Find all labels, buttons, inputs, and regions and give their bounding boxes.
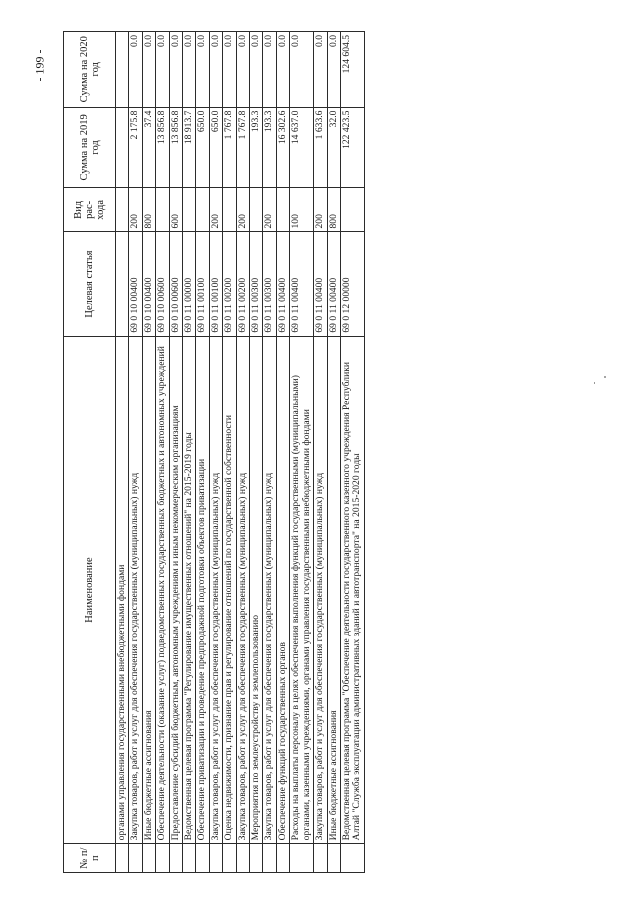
cell-kind: 200 (129, 188, 142, 232)
cell-target: 69 0 11 00300 (250, 232, 263, 336)
cell-num (276, 844, 289, 873)
cell-kind (196, 188, 209, 232)
cell-sum-2019: 122 423.5 (340, 107, 364, 188)
page-number: - 199 - (32, 49, 47, 82)
cell-sum-2020: 0.0 (129, 32, 142, 108)
table-row (196, 32, 209, 873)
cell-num (290, 844, 314, 873)
cell-target: 69 0 11 00300 (263, 232, 276, 336)
cell-name: Мероприятия по землеустройству и землепользованию (250, 336, 263, 844)
cell-sum-2020: 0.0 (263, 32, 276, 108)
cell-kind: 200 (209, 188, 222, 232)
cell-kind (116, 188, 129, 232)
cell-kind: 100 (290, 188, 314, 232)
budget-table (63, 31, 365, 873)
cell-name: Расходы на выплаты персоналу в целях обеспечения выполнения функций государственными (муниципальными) органами, казенными учреждениями, органами управления государственными внебюджетными фондами (290, 336, 314, 844)
cell-sum-2020: 0.0 (314, 32, 327, 108)
table-row (223, 32, 236, 873)
cell-num (327, 844, 340, 873)
table-row (129, 32, 142, 873)
table-row (276, 32, 289, 873)
cell-num (340, 844, 364, 873)
cell-num (142, 844, 155, 873)
cell-sum-2020: 0.0 (183, 32, 196, 108)
cell-kind: 800 (327, 188, 340, 232)
cell-sum-2019: 2 175.8 (129, 107, 142, 188)
cell-kind (276, 188, 289, 232)
cell-sum-2020: 0.0 (327, 32, 340, 108)
table-row (209, 32, 222, 873)
cell-name: Закупка товаров, работ и услуг для обеспечения государственных (муниципальных) нужд (314, 336, 327, 844)
cell-name: Закупка товаров, работ и услуг для обеспечения государственных (муниципальных) нужд (209, 336, 222, 844)
cell-name: Иные бюджетные ассигнования (327, 336, 340, 844)
cell-num (223, 844, 236, 873)
budget-table-sheet (63, 31, 577, 873)
header-kind: Вид рас-хода (64, 188, 116, 232)
cell-target: 69 0 12 00000 (340, 232, 364, 336)
cell-kind: 200 (314, 188, 327, 232)
cell-name: Обеспечение приватизации и проведение предпродажной подготовки объектов приватизации (196, 336, 209, 844)
cell-num (314, 844, 327, 873)
cell-name: Обеспечение функций государственных органов (276, 336, 289, 844)
cell-sum-2020 (116, 32, 129, 108)
cell-sum-2019: 13 856.8 (156, 107, 169, 188)
cell-num (129, 844, 142, 873)
cell-sum-2019: 1 633.6 (314, 107, 327, 188)
cell-sum-2020: 124 604.5 (340, 32, 364, 108)
cell-target (116, 232, 129, 336)
table-row (236, 32, 249, 873)
cell-num (169, 844, 182, 873)
cell-num (183, 844, 196, 873)
cell-name: Закупка товаров, работ и услуг для обеспечения государственных (муниципальных) нужд (129, 336, 142, 844)
cell-sum-2019: 650.0 (196, 107, 209, 188)
cell-sum-2020: 0.0 (223, 32, 236, 108)
table-row (340, 32, 364, 873)
table-row (290, 32, 314, 873)
cell-sum-2019: 650.0 (209, 107, 222, 188)
cell-sum-2020: 0.0 (236, 32, 249, 108)
cell-target: 69 0 11 00100 (209, 232, 222, 336)
cell-num (196, 844, 209, 873)
table-row (183, 32, 196, 873)
header-num: № п/п (64, 844, 116, 873)
cell-target: 69 0 10 00600 (169, 232, 182, 336)
table-row (156, 32, 169, 873)
cell-num (209, 844, 222, 873)
cell-name: Ведомственная целевая программа "Регулирование имущественных отношений" на 2015-2019 годы (183, 336, 196, 844)
cell-target: 69 0 10 00400 (142, 232, 155, 336)
cell-num (156, 844, 169, 873)
cell-sum-2019: 13 856.8 (169, 107, 182, 188)
scan-speck (594, 382, 595, 384)
cell-name: Предоставление субсидий бюджетным, автономным учреждениям и иным некоммерческим организациям (169, 336, 182, 844)
cell-kind: 800 (142, 188, 155, 232)
cell-target: 69 0 10 00600 (156, 232, 169, 336)
cell-kind: 200 (236, 188, 249, 232)
cell-num (116, 844, 129, 873)
cell-name: Иные бюджетные ассигнования (142, 336, 155, 844)
cell-kind (156, 188, 169, 232)
cell-sum-2020: 0.0 (276, 32, 289, 108)
cell-sum-2020: 0.0 (196, 32, 209, 108)
cell-sum-2020: 0.0 (290, 32, 314, 108)
header-target: Целевая статья (64, 232, 116, 336)
cell-name: Обеспечение деятельности (оказание услуг) подведомственных государственных бюджетных и автономных учреждений (156, 336, 169, 844)
cell-sum-2019: 32.0 (327, 107, 340, 188)
cell-target: 69 0 11 00000 (183, 232, 196, 336)
table-row (116, 32, 129, 873)
scan-speck (604, 376, 606, 378)
cell-sum-2019: 1 767.8 (236, 107, 249, 188)
cell-target: 69 0 11 00400 (276, 232, 289, 336)
table-header-row (64, 32, 116, 873)
table-row (327, 32, 340, 873)
cell-num (263, 844, 276, 873)
cell-target: 69 0 11 00200 (223, 232, 236, 336)
cell-num (236, 844, 249, 873)
cell-target: 69 0 11 00200 (236, 232, 249, 336)
cell-sum-2020: 0.0 (142, 32, 155, 108)
cell-sum-2020: 0.0 (209, 32, 222, 108)
cell-sum-2020: 0.0 (156, 32, 169, 108)
table-row (314, 32, 327, 873)
cell-target: 69 0 11 00400 (314, 232, 327, 336)
cell-kind (250, 188, 263, 232)
table-row (250, 32, 263, 873)
cell-sum-2019: 37.4 (142, 107, 155, 188)
header-sum-2020: Сумма на 2020 год (64, 32, 116, 108)
table-body (116, 32, 365, 873)
cell-target: 69 0 11 00400 (290, 232, 314, 336)
cell-name: Закупка товаров, работ и услуг для обеспечения государственных (муниципальных) нужд (263, 336, 276, 844)
cell-kind: 600 (169, 188, 182, 232)
cell-sum-2019: 18 913.7 (183, 107, 196, 188)
header-sum-2019: Сумма на 2019 год (64, 107, 116, 188)
cell-name: Закупка товаров, работ и услуг для обеспечения государственных (муниципальных) нужд (236, 336, 249, 844)
cell-sum-2020: 0.0 (169, 32, 182, 108)
cell-target: 69 0 11 00400 (327, 232, 340, 336)
cell-target: 69 0 10 00400 (129, 232, 142, 336)
cell-sum-2019 (116, 107, 129, 188)
cell-name: органами управления государственными внебюджетными фондами (116, 336, 129, 844)
cell-name: Ведомственная целевая программа "Обеспечение деятельности государственного казенного учреждения Республики Алтай "Служба эксплуатации административных зданий и автотранспорта" на 2015-2020 годы (340, 336, 364, 844)
cell-kind (223, 188, 236, 232)
cell-target: 69 0 11 00100 (196, 232, 209, 336)
cell-sum-2019: 193.3 (250, 107, 263, 188)
cell-sum-2019: 16 302.6 (276, 107, 289, 188)
cell-sum-2020: 0.0 (250, 32, 263, 108)
table-row (142, 32, 155, 873)
cell-sum-2019: 1 767.8 (223, 107, 236, 188)
header-name: Наименование (64, 336, 116, 844)
cell-num (250, 844, 263, 873)
cell-kind: 200 (263, 188, 276, 232)
table-row (169, 32, 182, 873)
cell-kind (183, 188, 196, 232)
cell-sum-2019: 14 637.0 (290, 107, 314, 188)
cell-kind (340, 188, 364, 232)
table-row (263, 32, 276, 873)
cell-sum-2019: 193.3 (263, 107, 276, 188)
cell-name: Оценка недвижимости, признание прав и регулирование отношений по государственной собственности (223, 336, 236, 844)
